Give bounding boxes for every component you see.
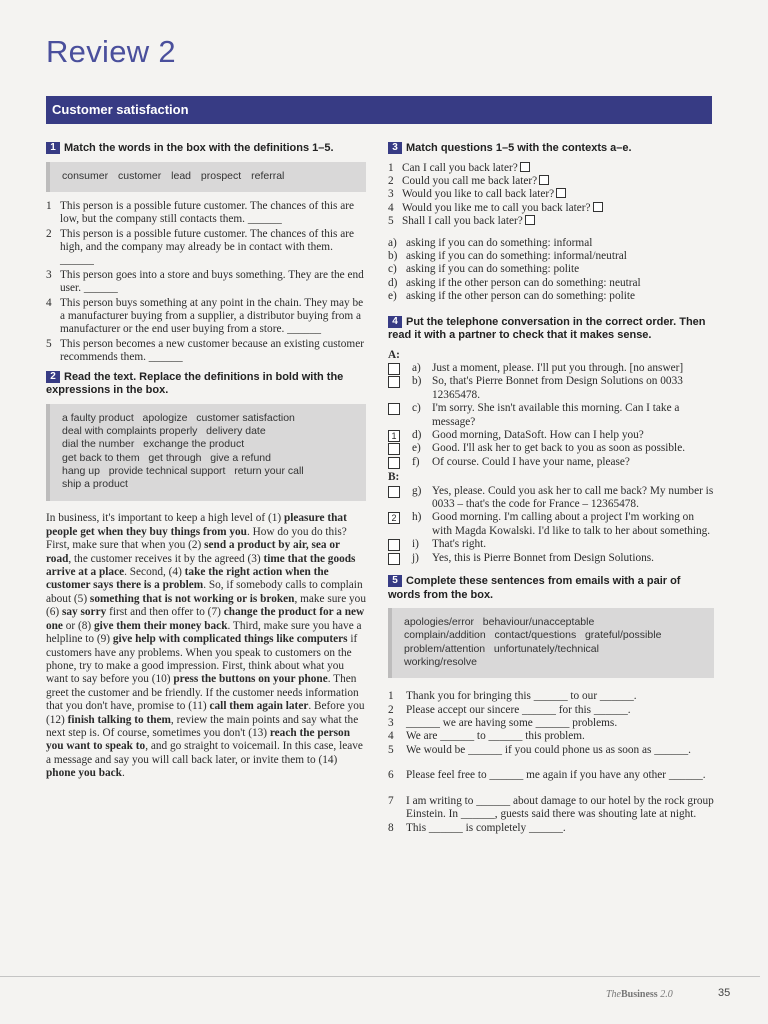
text-segment: In business, it's important to keep a high level of (1)	[46, 512, 284, 525]
exercise-3-contexts	[388, 237, 714, 304]
text-segment: . How do you do this? First, make sure that when you (2)	[46, 525, 347, 552]
bold-definition: take the right action when the customer says there is a problem	[46, 566, 329, 592]
bold-definition: give them their money back	[94, 619, 228, 632]
text-segment: . Second, (4)	[124, 566, 185, 579]
box-line: complain/addition contact/questions grateful/possible	[404, 629, 662, 642]
text-segment: , review the main points and say what the next step is. Of course, sometimes you don't (13)	[46, 713, 359, 739]
bold-definition: call them again later	[209, 700, 309, 713]
box-line: dial the number exchange the product	[62, 438, 245, 451]
exercise-2-expression-box	[46, 404, 366, 502]
text-segment: .	[121, 767, 125, 780]
question-item: 3 Would you like to call back later?	[388, 188, 714, 201]
question-item: 4 Would you like me to call you back later?	[388, 202, 714, 215]
exercise-4-instruction: Put the telephone conversation in the correct order. Then read it with a partner to check that it makes sense.	[388, 315, 706, 342]
exercise-number-badge: 2	[46, 371, 60, 383]
exercise-1-heading	[46, 142, 366, 156]
word-box-item: referral	[251, 169, 285, 182]
exercise-2-heading	[46, 371, 366, 398]
exercise-number-badge: 4	[388, 316, 402, 328]
definition-item: 1 This person is a possible future customer. The chances of this are low, but the company still contacts them. ______	[46, 199, 355, 226]
exercise-5-word-box	[388, 608, 714, 678]
exercise-number-badge: 1	[46, 142, 60, 154]
question-item: 1 Can I call you back later?	[388, 162, 714, 175]
sentence-item: 4 We are ______ to ______ this problem.	[388, 730, 585, 743]
exercise-1-word-box	[46, 162, 366, 192]
word-box-item: prospect	[200, 169, 242, 182]
answer-checkbox[interactable]	[593, 202, 603, 212]
sentence-item: 7 I am writing to ______ about damage to our hotel by the rock group Einstein. In ______, guests said there was shouting late at night.	[388, 794, 714, 821]
box-line: a faulty product apologize customer satisfaction	[62, 411, 295, 424]
bold-definition: send a product by air, sea or road	[46, 539, 340, 565]
bold-definition: say sorry	[62, 606, 107, 619]
footer-brand: TheBusiness 2.0	[606, 989, 673, 1000]
bold-definition: change the product for a new one	[46, 606, 365, 632]
answer-checkbox[interactable]	[520, 162, 530, 172]
exercise-number-badge: 3	[388, 142, 402, 154]
box-line: ship a product	[62, 478, 128, 491]
order-box[interactable]	[388, 539, 400, 551]
context-item: e) asking if the other person can do something: polite	[388, 290, 636, 303]
question-item: 5 Shall I call you back later?	[388, 215, 714, 228]
order-box[interactable]: 2	[388, 512, 400, 524]
text-segment: if customers have any problems. When you speak to customers on the phone, try to make a good impression. First, think about what you want to say before you (10)	[46, 633, 358, 686]
sentence-item: 3 ______ we are having some ______ problems.	[388, 717, 618, 730]
order-box[interactable]	[388, 403, 400, 415]
context-item: a) asking if you can do something: informal	[388, 236, 593, 249]
order-box[interactable]	[388, 443, 400, 455]
right-column	[388, 142, 714, 835]
conversation-lines-b	[388, 485, 714, 565]
conversation-line: j) Yes, this is Pierre Bonnet from Design Solutions.	[388, 552, 714, 565]
text-segment: or (8)	[62, 619, 95, 632]
box-line: problem/attention unfortunately/technical	[404, 642, 599, 655]
left-column	[46, 142, 366, 781]
context-item: c) asking if you can do something: polite	[388, 263, 580, 276]
sentence-item: 1 Thank you for bringing this ______ to our ______.	[388, 690, 637, 703]
text-segment: , and go straight to voicemail. In this case, leave a message and say you will call back later, or invite them to (14)	[46, 740, 363, 766]
order-box[interactable]	[388, 363, 400, 375]
exercise-1-instruction: Match the words in the box with the definitions 1–5.	[64, 142, 334, 154]
sentence-item: 5 We would be ______ if you could phone us as soon as ______.	[388, 743, 691, 756]
exercise-5-heading	[388, 575, 714, 602]
box-line: hang up provide technical support return your call	[62, 464, 304, 477]
box-line: get back to them get through give a refund	[62, 451, 271, 464]
bold-definition: press the buttons on your phone	[173, 673, 328, 686]
context-item: b) asking if you can do something: informal/neutral	[388, 249, 627, 262]
bold-definition: something that is not working or is broken	[89, 592, 295, 605]
conversation-line: 2 h) Good morning. I'm calling about a project I'm working on with Magda Kowalski. I'd like to talk to her about something.	[388, 511, 714, 538]
definition-item: 3 This person goes into a store and buys something. They are the end user. ______	[46, 268, 364, 295]
exercise-3-heading	[388, 142, 714, 156]
bold-definition: phone you back	[46, 767, 122, 780]
answer-checkbox[interactable]	[539, 175, 549, 185]
word-box-item: lead	[171, 169, 191, 182]
text-segment: . So, if somebody calls to complain about (5)	[46, 579, 363, 605]
answer-checkbox[interactable]	[525, 215, 535, 225]
exercise-number-badge: 5	[388, 575, 402, 587]
text-segment: . Before you (12)	[46, 700, 365, 726]
box-line: working/resolve	[404, 655, 477, 668]
definition-item: 2 This person is a possible future customer. The chances of this are high, and the company may already be in contact with them. ______	[46, 227, 355, 267]
sentence-item: 2 Please accept our sincere ______ for this ______.	[388, 703, 631, 716]
definition-item: 4 This person buys something at any point in the chain. They may be a manufacturer buying from a supplier, a distributor buying from a manufacturer or the end user buying from a store. ______	[46, 296, 364, 336]
conversation-line: f) Of course. Could I have your name, please?	[388, 456, 714, 469]
order-box[interactable]	[388, 457, 400, 469]
conversation-line: e) Good. I'll ask her to get back to you as soon as possible.	[388, 442, 714, 455]
bold-definition: finish talking to them	[67, 713, 171, 726]
exercise-1-definitions	[46, 200, 366, 365]
exercise-3-instruction: Match questions 1–5 with the contexts a–e.	[406, 142, 632, 154]
text-segment: . Third, make sure you have a helpline to (9)	[46, 619, 362, 646]
section-banner: Customer satisfaction	[46, 96, 712, 124]
word-box-item: customer	[118, 169, 162, 182]
sentence-item: 8 This ______ is completely ______.	[388, 821, 566, 834]
question-item: 2 Could you call me back later?	[388, 175, 714, 188]
box-line: deal with complaints properly delivery date	[62, 424, 266, 437]
conversation-lines-a	[388, 362, 714, 469]
bold-definition: time that the goods arrive at a place	[46, 552, 356, 579]
order-box[interactable]	[388, 376, 400, 388]
exercise-2-text	[46, 512, 366, 780]
conversation-line: c) I'm sorry. She isn't available this morning. Can I take a message?	[388, 402, 714, 429]
footer-divider	[0, 976, 760, 977]
speaker-a-label: A:	[388, 348, 400, 361]
conversation-line: i) That's right.	[388, 538, 714, 551]
order-box[interactable]	[388, 553, 400, 565]
text-segment: . Then greet the customer and be friendly. If the customer needs information that you don't have, promise to (11)	[46, 673, 359, 713]
conversation-line: b) So, that's Pierre Bonnet from Design Solutions on 0033 12365478.	[388, 375, 714, 402]
bold-definition: give help with complicated things like computers	[112, 633, 348, 646]
order-box[interactable]: 1	[388, 430, 400, 442]
conversation-line: a) Just a moment, please. I'll put you through. [no answer]	[388, 362, 714, 375]
box-line: apologies/error behaviour/unacceptable	[404, 616, 595, 629]
speaker-b-label: B:	[388, 471, 400, 484]
exercise-5-sentences	[388, 690, 714, 835]
sentence-item: 6 Please feel free to ______ me again if you have any other ______.	[388, 769, 706, 782]
context-item: d) asking if the other person can do something: neutral	[388, 276, 641, 289]
page-number: 35	[718, 987, 731, 999]
exercise-5-instruction: Complete these sentences from emails with a pair of words from the box.	[388, 575, 681, 601]
text-segment: , make sure you (6)	[46, 592, 366, 619]
page-title: Review 2	[46, 34, 176, 69]
answer-checkbox[interactable]	[556, 188, 566, 198]
order-box[interactable]	[388, 486, 400, 498]
bold-definition: reach the person you want to speak to	[46, 726, 350, 753]
exercise-4-heading	[388, 316, 714, 343]
conversation-line: 1 d) Good morning, DataSoft. How can I help you?	[388, 429, 714, 442]
bold-definition: pleasure that people get when they buy things from you	[46, 512, 347, 538]
conversation-line: g) Yes, please. Could you ask her to call me back? My number is 0033 – that's the code for France – 12365478.	[388, 485, 714, 512]
word-box-item: consumer	[62, 169, 109, 182]
text-segment: , the customer receives it by the agreed (3)	[68, 552, 264, 565]
exercise-3-questions	[388, 162, 714, 229]
definition-item: 5 This person becomes a new customer because an existing customer recommends them. ______	[46, 337, 364, 364]
exercise-2-instruction: Read the text. Replace the definitions in bold with the expressions in the box.	[46, 370, 344, 397]
text-segment: first and then offer to (7)	[106, 606, 224, 619]
